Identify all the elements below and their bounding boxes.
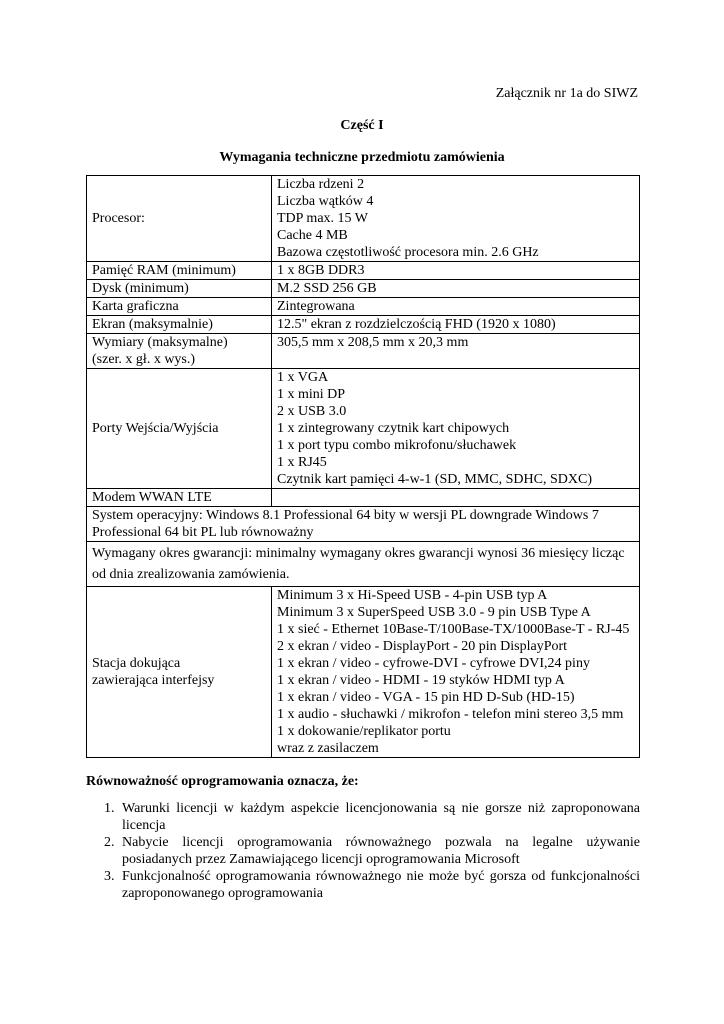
- row-label: [87, 334, 272, 369]
- warranty-requirement: Wymagany okres gwarancji: minimalny wymagany okres gwarancji wynosi 36 miesięcy licząc od dnia zrealizowania zamówienia.: [87, 542, 640, 587]
- row-value-empty: [272, 489, 640, 507]
- equivalence-list: [86, 800, 640, 902]
- row-value: M.2 SSD 256 GB: [272, 280, 640, 298]
- label-line: (szer. x gł. x wys.): [92, 352, 196, 367]
- row-label: Ekran (maksymalnie): [87, 316, 272, 334]
- table-row-screen: [87, 316, 640, 334]
- list-item: 3. Funkcjonalność oprogramowania równoważnego nie może być gorsza od funkcjonalności zaproponowanego oprogramowania: [118, 868, 640, 902]
- label-line: Wymiary (maksymalne): [92, 335, 228, 350]
- row-label: [87, 587, 272, 758]
- value-line: 1 x mini DP: [277, 387, 346, 402]
- value-line: Bazowa częstotliwość procesora min. 2.6 GHz: [277, 245, 539, 260]
- table-row-modem: [87, 489, 640, 507]
- row-label: Pamięć RAM (minimum): [87, 262, 272, 280]
- label-line: Stacja dokująca: [92, 656, 181, 671]
- value-line: 1 x ekran / video - cyfrowe-DVI - cyfrowe DVI,24 piny: [277, 656, 590, 671]
- table-row-gpu: [87, 298, 640, 316]
- value-line: 1 x port typu combo mikrofonu/słuchawek: [277, 438, 517, 453]
- value-line: 1 x audio - słuchawki / mikrofon - telefon mini stereo 3,5 mm: [277, 707, 624, 722]
- value-line: 1 x VGA: [277, 370, 329, 385]
- part-heading: Część I: [340, 118, 384, 133]
- row-label: Dysk (minimum): [87, 280, 272, 298]
- row-label: Procesor:: [87, 176, 272, 262]
- value-line: Minimum 3 x SuperSpeed USB 3.0 - 9 pin USB Type A: [277, 605, 591, 620]
- value-line: Cache 4 MB: [277, 228, 348, 243]
- annex-label: Załącznik nr 1a do SIWZ: [495, 86, 638, 101]
- table-row-disk: [87, 280, 640, 298]
- row-label: Porty Wejścia/Wyjścia: [87, 369, 272, 489]
- value-line: 1 x sieć - Ethernet 10Base-T/100Base-TX/1000Base-T - RJ-45: [277, 622, 630, 637]
- row-label: Karta graficzna: [87, 298, 272, 316]
- row-value: [272, 369, 640, 489]
- value-line: 1 x zintegrowany czytnik kart chipowych: [277, 421, 510, 436]
- row-value: [272, 176, 640, 262]
- spec-table: [86, 175, 640, 758]
- value-line: Minimum 3 x Hi-Speed USB - 4-pin USB typ A: [277, 588, 548, 603]
- table-row-os: [87, 507, 640, 542]
- value-line: Czytnik kart pamięci 4-w-1 (SD, MMC, SDHC, SDXC): [277, 472, 592, 487]
- table-row-ram: [87, 262, 640, 280]
- list-item: 1. Warunki licencji w każdym aspekcie licencjonowania są nie gorsze niż zaproponowana licencja: [118, 800, 640, 834]
- row-value: [272, 587, 640, 758]
- value-line: wraz z zasilaczem: [277, 741, 379, 756]
- table-row-cpu: [87, 176, 640, 262]
- row-value: 12.5" ekran z rozdzielczością FHD (1920 x 1080): [272, 316, 640, 334]
- row-value: 1 x 8GB DDR3: [272, 262, 640, 280]
- os-requirement: System operacyjny: Windows 8.1 Professional 64 bity w wersji PL downgrade Windows 7 Professional 64 bit PL lub równoważny: [87, 507, 640, 542]
- value-line: Liczba wątków 4: [277, 194, 374, 209]
- equivalence-heading: Równoważność oprogramowania oznacza, że:: [86, 774, 359, 789]
- document-title: Wymagania techniczne przedmiotu zamówienia: [219, 150, 505, 165]
- row-value: 305,5 mm x 208,5 mm x 20,3 mm: [272, 334, 640, 369]
- table-row-ports: [87, 369, 640, 489]
- value-line: 1 x dokowanie/replikator portu: [277, 724, 451, 739]
- label-line: zawierająca interfejsy: [92, 673, 215, 688]
- value-line: 1 x ekran / video - HDMI - 19 styków HDMI typ A: [277, 673, 565, 688]
- value-line: TDP max. 15 W: [277, 211, 368, 226]
- row-label: Modem WWAN LTE: [87, 489, 272, 507]
- value-line: 1 x ekran / video - VGA - 15 pin HD D-Sub (HD-15): [277, 690, 575, 705]
- value-line: 2 x USB 3.0: [277, 404, 347, 419]
- table-row-dock: [87, 587, 640, 758]
- value-line: 1 x RJ45: [277, 455, 327, 470]
- table-row-dimensions: [87, 334, 640, 369]
- list-item: 2. Nabycie licencji oprogramowania równoważnego pozwala na legalne używanie posiadanych przez Zamawiającego licencji oprogramowania Microsoft: [118, 834, 640, 868]
- value-line: Liczba rdzeni 2: [277, 177, 365, 192]
- row-value: Zintegrowana: [272, 298, 640, 316]
- value-line: 2 x ekran / video - DisplayPort - 20 pin DisplayPort: [277, 639, 568, 654]
- table-row-warranty: [87, 542, 640, 587]
